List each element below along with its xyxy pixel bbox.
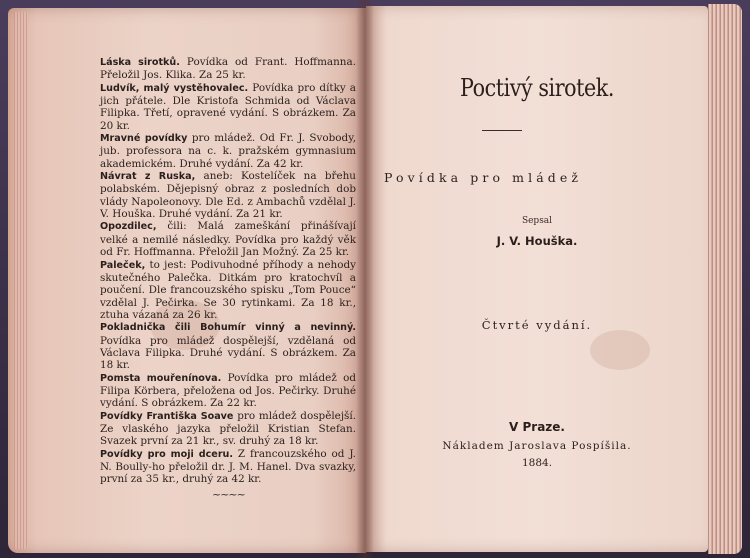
catalog-entry — [100, 259, 356, 322]
entry-title: Mravné povídky — [100, 133, 188, 145]
entry-text: aneb: Kostelíček na břehu polabském. Dějepisný obraz z posledních dob vlády Napoleonovy. Dle Ed. z Ambachů vzdělal J. V. Houška. Druhé vydání. Za 21 kr. — [100, 170, 356, 221]
book-gutter — [356, 0, 374, 558]
catalog-entry — [100, 56, 356, 82]
catalog-entry — [100, 448, 356, 486]
entry-title: Návrat z Ruska, — [100, 171, 196, 183]
catalog-entry — [100, 321, 356, 371]
catalog-entry — [100, 372, 356, 410]
entry-text: Povídka od Frant. Hoffmanna. Přeložil Jos. Klika. Za 25 kr. — [100, 56, 356, 82]
book-title: Poctivý sirotek. — [459, 74, 614, 102]
catalog-entry — [100, 410, 356, 448]
publisher-line: Nákladem Jaroslava Pospíšila. — [442, 440, 632, 452]
catalog-entry — [100, 170, 356, 220]
entry-title: Povídky pro moji dceru. — [100, 448, 234, 460]
edition-note: Čtvrté vydání. — [481, 318, 593, 332]
author-name: J. V. Houška. — [496, 234, 578, 248]
book-subtitle: Povídka pro mládež — [384, 170, 583, 185]
end-ornament: ~~~~ — [212, 488, 245, 501]
byline-label: Sepsal — [521, 216, 553, 226]
entry-title: Pomsta mouřenínova. — [100, 372, 222, 384]
catalog-entry — [100, 82, 356, 132]
entry-text: Z francouzského od J. N. Boully-ho přeložil dr. J. M. Hanel. Dva svazky, první za 35 kr., druhý za 42 kr. — [100, 447, 356, 486]
publication-city: V Praze. — [509, 420, 565, 434]
page-edges — [708, 4, 742, 554]
entry-text: pro mládež. Od Fr. J. Svobody, jub. professora na c. k. pražském gymnasium akademickém. Druhé vydání. Za 42 kr. — [100, 132, 356, 170]
publication-year: 1884. — [521, 457, 553, 469]
entry-title: Ludvík, malý vystěhovalec. — [100, 82, 249, 94]
paper-stain — [590, 330, 650, 370]
catalog-entry — [100, 220, 356, 258]
entry-title: Láska sirotků. — [100, 57, 180, 68]
entry-title: Opozdilec, — [100, 221, 157, 233]
entry-text: to jest: Podivuhodné příhody a nehody skutečného Palečka. Ditkám pro kratochvíl a poučení. Dle francouzského spisku „Tom Pouce“ vzdělal J. Pečirka. Se 30 rytinkami. Za 18 kr., ztuha vázaná za 26 kr. — [100, 258, 356, 321]
entry-text: pro mládež dospělejší. Ze vlaského jazyka přeložil Kristian Stefan. Svazek první za 21 kr., sv. druhý za 18 kr. — [100, 409, 356, 448]
entry-text: Povídka pro mládež dospělejší, vzdělaná od Václava Filipka. Druhé vydání. S obrázkem. Za 18 kr. — [100, 334, 356, 372]
title-rule — [482, 130, 522, 131]
entry-text: Povídka pro dítky a jich přátele. Dle Kristofa Schmida od Václava Filipka. Třetí, opravené vydání. S obrázkem. Za 20 kr. — [100, 81, 357, 132]
catalog-entry — [100, 132, 356, 170]
entry-text: Povídka pro mládež od Filipa Körbera, přeložena od Jos. Pečirky. Druhé vydání. S obrázkem. Za 22 kr. — [100, 371, 356, 410]
entry-title: Povídky Františka Soave — [100, 410, 234, 422]
entry-title: Paleček, — [100, 259, 146, 271]
entry-text: čili: Malá zameškání přinášívají velké a nemilé následky. Povídka pro každý věk od Fr. Hoffmanna. Přeložil Jan Možný. Za 25 kr. — [100, 220, 357, 259]
publisher-catalog-list — [100, 56, 356, 486]
entry-title: Pokladnička čili Bohumír vinný a nevinný. — [100, 322, 356, 334]
